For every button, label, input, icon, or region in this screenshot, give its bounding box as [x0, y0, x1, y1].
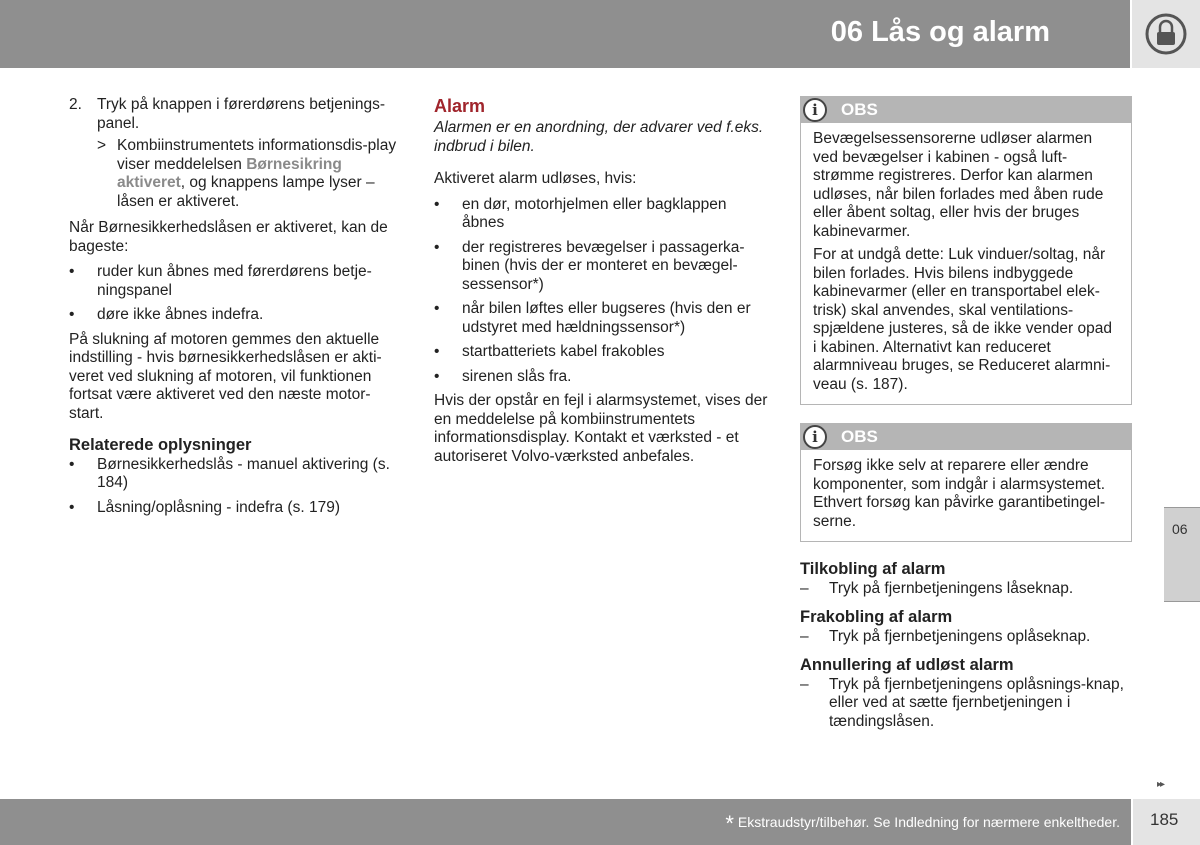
chapter-title: 06 Lås og alarm [830, 16, 1050, 48]
list-item: • en dør, motorhjelmen eller bagklappen åbnes [434, 195, 727, 231]
related-link[interactable]: • Børnesikkerhedslås - manuel aktivering (s. 184) [69, 455, 390, 491]
column-left [69, 96, 404, 523]
note-header [801, 97, 1131, 123]
disarm-alarm-heading: Frakobling af alarm [800, 608, 953, 626]
list-item: • døre ikke åbnes indefra. [69, 306, 264, 323]
list-item: • der registreres bevægelser i passagerka-binen (hvis der er monteret en bevægel-sessensor*) [434, 238, 745, 293]
note-header [801, 424, 1131, 450]
engine-off-paragraph: På slukning af motoren gemmes den aktuelle indstilling - hvis børnesikkerhedslåsen er akti-veret ved slukning af motoren, vil funktionen fortsat være aktiveret ved den næste motor-start. [69, 330, 382, 422]
display-message-keyword: Børnesikring aktiveret [117, 155, 342, 191]
alarm-fault-paragraph: Hvis der opstår en fejl i alarmsystemet, vises der en meddelelse på kombiinstrumentets informationsdisplay. Kontakt et værksted - et autoriseret Volvo-værksted anbefales. [434, 392, 768, 465]
padlock-icon [1144, 13, 1188, 55]
page-number-box [1133, 799, 1200, 845]
column-right [800, 96, 1132, 741]
info-icon: i [803, 98, 827, 122]
result-marker: > [97, 137, 107, 154]
related-link[interactable]: • Låsning/oplåsning - indefra (s. 179) [69, 498, 340, 516]
alarm-trigger-paragraph: Aktiveret alarm udløses, hvis: [434, 170, 637, 187]
note-box-2 [800, 423, 1132, 542]
list-item: • når bilen løftes eller bugseres (hvis den er udstyret med hældningssensor*) [434, 300, 751, 336]
footnote: * Ekstraudstyr/tilbehør. Se Indledning for nærmere enkeltheder. [725, 811, 1120, 836]
page-number: 185 [1150, 810, 1179, 829]
related-list [69, 456, 404, 518]
step-2 [69, 96, 404, 133]
cancel-alarm-heading: Annullering af udløst alarm [800, 656, 1014, 674]
note-label: OBS [841, 100, 878, 119]
step-text: Tryk på knappen i førerdørens betjenings-panel. [97, 96, 386, 132]
chapter-header [0, 0, 1130, 68]
column-middle [434, 96, 769, 473]
footer-bar [0, 799, 1131, 845]
chapter-side-tab[interactable]: 06 [1164, 507, 1200, 602]
alarm-intro: Alarmen er en anordning, der advarer ved f.eks. indbrud i bilen. [434, 119, 764, 155]
list-item: • startbatteriets kabel frakobles [434, 343, 665, 360]
info-icon: i [803, 425, 827, 449]
result-text: Kombiinstrumentets informationsdis-play viser meddelelsen Børnesikring aktiveret, og knappens lampe lyser – låsen er aktiveret. [117, 137, 397, 210]
note-label: OBS [841, 427, 878, 446]
list-item: • sirenen slås fra. [434, 367, 572, 385]
alarm-trigger-list [434, 196, 769, 387]
cancel-alarm-step: – Tryk på fjernbetjeningens oplåsnings-knap, eller ved at sætte fjernbetjeningen i tændingslåsen. [800, 675, 1124, 730]
list-item: • ruder kun åbnes med førerdørens betje-ningspanel [69, 263, 372, 299]
continue-icon: ▸▸ [1157, 779, 1164, 790]
note-body: Bevægelsessensorerne udløser alarmen ved bevægelser i kabinen - også luft-strømme registreres. Derfor kan alarmen udløses, når bilen forlades med åben rude eller åbent soltag, eller hvis der bruges kabinevarmer. For at undgå dette: Luk vinduer/soltag, når bilen forlades. Hvis bilens indbyggede kabinevarmer (eller en transportabel elek-trisk) skal anvendes, skal ventilations-spjældene justeres, så de ikke vender opad i kabinen. Alternativt kan reduceret alarmniveau bruges, se Reduceret alarmni-veau (s. 187). [813, 130, 1112, 393]
child-lock-bullets [69, 263, 404, 325]
arm-alarm-heading: Tilkobling af alarm [800, 560, 946, 578]
child-lock-paragraph: Når Børnesikkerhedslåsen er aktiveret, kan de bageste: [69, 219, 388, 255]
chapter-icon-box [1132, 0, 1200, 68]
note-body: Forsøg ikke selv at reparere eller ændre komponenter, som indgår i alarmsystemet. Ethvert forsøg kan påvirke garantibetingel-serne. [813, 457, 1106, 530]
alarm-heading: Alarm [434, 96, 486, 116]
note-box-1 [800, 96, 1132, 405]
step-result [97, 137, 404, 211]
related-heading: Relaterede oplysninger [69, 436, 252, 454]
disarm-alarm-step: – Tryk på fjernbetjeningens oplåseknap. [800, 627, 1091, 645]
step-number: 2. [69, 96, 82, 113]
arm-alarm-step: – Tryk på fjernbetjeningens låseknap. [800, 579, 1074, 597]
